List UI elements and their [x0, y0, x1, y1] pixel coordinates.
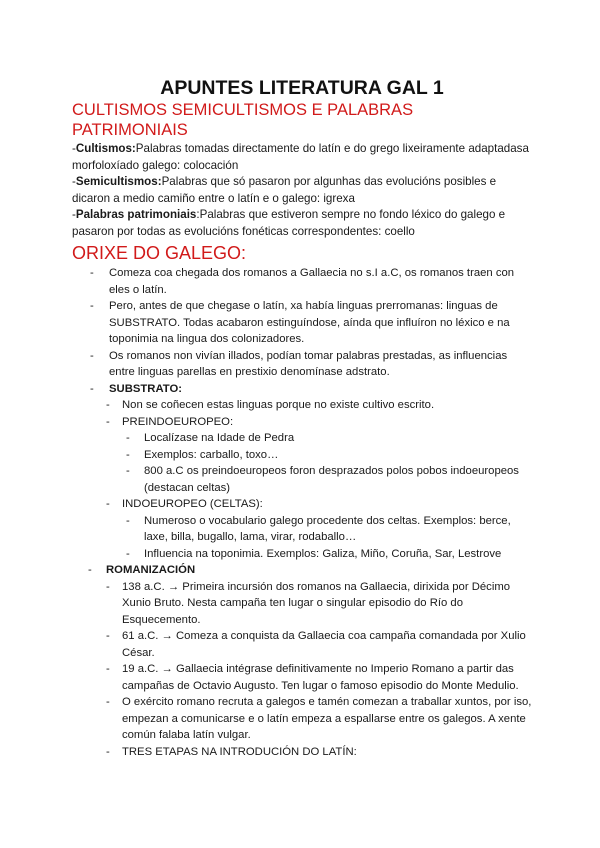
- list-item: [72, 463, 532, 496]
- definition-patrimoniais: [72, 207, 532, 240]
- preindoeuropeo-list: [72, 430, 532, 496]
- list-item-text: ROMANIZACIÓN: [106, 564, 196, 576]
- list-item-text: Os romanos non vivían illados, podían tomar palabras prestadas, as influencias entre linguas parellas en prestixio denomínase adstrato.: [109, 349, 508, 378]
- definition-text: Palabras tomadas directamente do latín e do grego lixeiramente adaptadasa morfoloxíado galego: colocación: [72, 142, 529, 172]
- list-dash: -: [88, 564, 92, 576]
- list-item-text: Exemplos: carballo, toxo…: [144, 448, 279, 461]
- list-item: [72, 265, 532, 298]
- definitions-block: [72, 141, 532, 240]
- list-item: [72, 579, 532, 629]
- list-item: [72, 447, 532, 464]
- list-dash: -: [126, 448, 130, 461]
- list-dash: -: [90, 349, 94, 362]
- definition-prefix: -: [72, 142, 76, 155]
- list-item: [72, 414, 532, 497]
- list-dash: -: [106, 696, 110, 708]
- list-dash: -: [106, 745, 110, 758]
- list-item-text: Localízase na Idade de Pedra: [144, 432, 295, 444]
- list-item: [72, 744, 532, 761]
- list-dash: -: [106, 399, 110, 411]
- romanizacion-list: [72, 579, 532, 761]
- substrato-list: [72, 397, 532, 562]
- list-item-text: Influencia na toponimia. Exemplos: Galiza, Miño, Coruña, Sar, Lestrove: [144, 547, 502, 560]
- list-dash: -: [90, 382, 94, 395]
- list-item-text: Pero, antes de que chegase o latín, xa había linguas prerromanas: linguas de SUBSTRATO. Todas acabaron estinguíndose, aínda que influíron no léxico e na toponimia na lingua dos colonizadores.: [109, 300, 510, 345]
- definition-term: Semicultismos:: [75, 175, 162, 188]
- list-item: [72, 430, 532, 447]
- list-item-text: Numeroso o vocabulario galego procedente dos celtas. Exemplos: berce, laxe, billa, bugallo, lama, virar, rodaballo…: [144, 514, 511, 543]
- section-heading-cultismos: CULTISMOS SEMICULTISMOS E PALABRAS PATRIMONIAIS: [72, 101, 414, 139]
- definition-semicultismos: [72, 174, 532, 207]
- list-dash: -: [106, 580, 110, 593]
- list-dash: -: [106, 630, 110, 642]
- definition-prefix: -: [72, 208, 76, 221]
- definition-prefix: -: [72, 175, 76, 188]
- list-item: [72, 546, 532, 563]
- list-item: [72, 348, 532, 381]
- list-item: [72, 397, 532, 414]
- list-dash: -: [106, 663, 110, 675]
- list-dash: -: [126, 465, 130, 477]
- list-item-text: PREINDOEUROPEO:: [122, 415, 234, 428]
- definition-term: Palabras patrimoniais: [75, 208, 197, 221]
- list-dash: -: [90, 267, 94, 279]
- list-item-text: Comeza coa chegada dos romanos a Gallaecia no s.I a.C, os romanos traen con eles o latín.: [109, 267, 515, 296]
- substrato-heading: [72, 381, 532, 563]
- list-dash: -: [126, 514, 130, 527]
- list-item-text: 138 a.C. → Primeira incursión dos romanos na Gallaecia, dirixida por Décimo Xunio Bruto. Nesta campaña ten lugar o singular episodio do Río do Esquecemento.: [122, 580, 511, 626]
- romanizacion-heading: [72, 562, 532, 760]
- definition-term: Cultismos:: [75, 142, 136, 155]
- definition-cultismos: [72, 141, 532, 174]
- list-item: [72, 298, 532, 348]
- list-dash: -: [90, 300, 94, 312]
- list-item: [72, 628, 532, 661]
- list-item-text: 19 a.C. → Gallaecia intégrase definitivamente no Imperio Romano a partir das campañas de Octavio Augusto. Ten lugar o famoso episodio do Monte Medulio.: [122, 663, 519, 692]
- document-page: [72, 76, 532, 760]
- list-item: [72, 496, 532, 562]
- list-item-text: 61 a.C. → Comeza a conquista da Gallaecia coa campaña comandada por Xulio César.: [122, 630, 526, 659]
- list-item: [72, 694, 532, 744]
- list-item: [72, 661, 532, 694]
- definition-text: Palabras que só pasaron por algunhas das evolucións posibles e dicaron a medio camiño entre o latín e o galego: igrexa: [72, 175, 497, 205]
- list-item-text: TRES ETAPAS NA INTRODUCIÓN DO LATÍN:: [122, 745, 357, 758]
- list-dash: -: [106, 498, 110, 510]
- list-item-text: SUBSTRATO:: [109, 382, 183, 395]
- list-item-text: 800 a.C os preindoeuropeos foron desprazados polos pobos indoeuropeos (destacan celtas): [144, 465, 519, 494]
- indoeuropeo-list: [72, 513, 532, 563]
- list-item-text: O exército romano recruta a galegos e tamén comezan a traballar xuntos, por iso, empezan a comunicarse e o latín empeza a espallarse entre os galegos. A xente común falaba latín vulgar.: [122, 696, 532, 741]
- list-item-text: Non se coñecen estas linguas porque no existe cultivo escrito.: [122, 399, 435, 411]
- list-dash: -: [106, 415, 110, 428]
- orixe-list: [72, 265, 532, 760]
- document-title: APUNTES LITERATURA GAL 1: [160, 77, 444, 99]
- list-dash: -: [126, 432, 130, 444]
- list-item: [72, 513, 532, 546]
- section-heading-orixe: ORIXE DO GALEGO:: [72, 243, 247, 263]
- list-item-text: INDOEUROPEO (CELTAS):: [122, 498, 263, 510]
- list-dash: -: [126, 547, 130, 560]
- definition-text: :Palabras que estiveron sempre no fondo léxico do galego e pasaron por todas as evolucións fonéticas correspondentes: coello: [72, 208, 506, 238]
